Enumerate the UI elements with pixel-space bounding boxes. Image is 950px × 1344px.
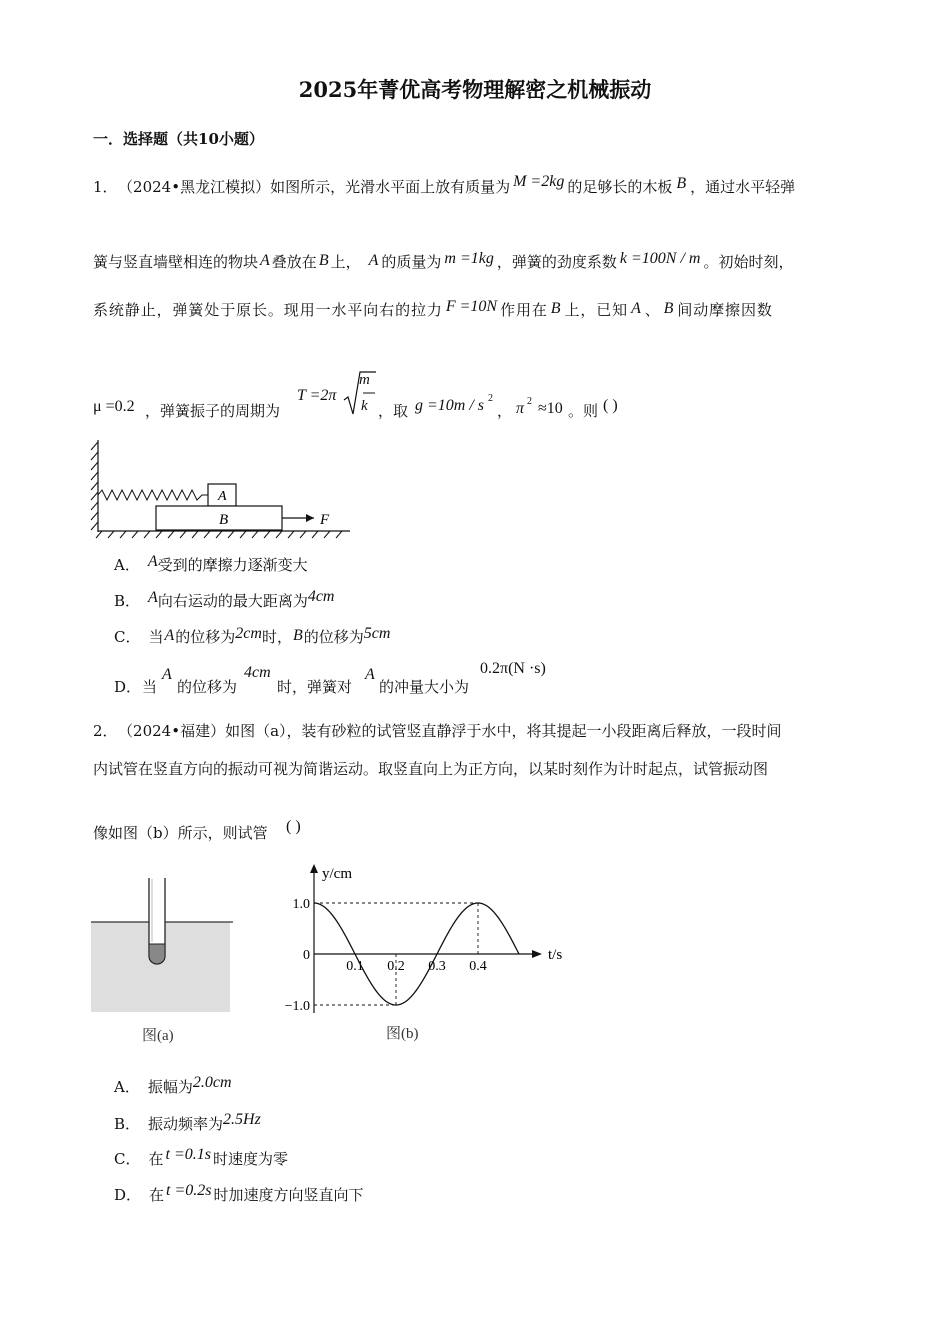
q2-source: （2024•福建） [125, 722, 226, 740]
option-math: A [147, 553, 158, 570]
q1-period-T: T =2π [297, 387, 337, 404]
q1-text: 上，已知 [564, 301, 629, 319]
option-letter: B． [114, 592, 141, 610]
option-text: 时，弹簧对 [277, 678, 353, 696]
x-axis-arrow-icon [532, 950, 542, 958]
arrow-head-icon [306, 514, 314, 522]
option-text: 振幅为 [147, 1078, 193, 1096]
q1-text: ，弹簧振子的周期为 [145, 402, 281, 420]
q2-line-1 [93, 724, 782, 739]
q1-text: 簧与竖直墙壁相连的物块 [93, 253, 259, 271]
q1-symbol-B: B [663, 300, 675, 317]
option-letter: D． [114, 1186, 142, 1204]
label-B: B [219, 512, 229, 528]
sand [149, 944, 165, 964]
q1-mu: μ =0.2 [93, 398, 135, 415]
x-tick-label: 0.4 [469, 959, 487, 974]
option-letter: C． [114, 628, 141, 646]
x-axis-label: t/s [548, 947, 563, 963]
option-math: 5cm [363, 625, 391, 642]
section-heading: 一．选择题（共10小题） [93, 130, 264, 148]
q1-text: 。初始时刻， [703, 253, 794, 271]
option-text: 当 [148, 628, 164, 646]
chart-ticks [285, 897, 487, 1014]
q2-option-a [114, 1074, 232, 1096]
label-F: F [320, 512, 330, 528]
option-text: 当 [142, 678, 158, 696]
q1-option-a [114, 553, 308, 574]
option-letter: D． [114, 678, 142, 696]
q1-text: ， [497, 402, 513, 420]
option-math: A [162, 666, 172, 683]
option-letter: A． [114, 1078, 140, 1096]
x-tick-label: 0.3 [428, 959, 446, 974]
wall-hatch [91, 442, 98, 530]
q2-option-d [114, 1182, 364, 1204]
q1-text: ，取 [378, 402, 409, 420]
q2-number: 2． [93, 722, 118, 740]
q1-text: 。则 [568, 402, 599, 420]
ground-hatch [96, 531, 342, 538]
spring [98, 490, 208, 500]
option-text: 的冲量大小为 [379, 678, 470, 696]
q1-g-sup: 2 [488, 393, 493, 404]
q1-text: 如图所示，光滑水平面上放有质量为 [270, 178, 511, 196]
q1-pi-value: ≈10 [538, 400, 563, 417]
option-text: 的位移为 [303, 628, 364, 646]
x-tick-label: 0.2 [387, 959, 405, 974]
q1-line-3 [93, 298, 773, 319]
q1-pi: π [516, 400, 525, 417]
q1-option-b [114, 588, 335, 610]
option-math: t =0.2s [166, 1182, 212, 1199]
option-text: 受到的摩擦力逐渐变大 [157, 556, 308, 574]
option-math: B [292, 627, 303, 644]
q1-mass-m: m =1kg [444, 250, 494, 267]
label-A: A [218, 489, 227, 504]
option-letter: C． [114, 1150, 141, 1168]
option-math: 2.5Hz [223, 1111, 261, 1128]
q1-force-F: F =10N [445, 298, 498, 315]
q1-symbol-B: B [318, 252, 329, 269]
q1-option-c [114, 625, 391, 646]
q1-symbol-B: B [550, 300, 562, 317]
q1-symbol-A: A [260, 252, 270, 269]
q1-frac-num: m [359, 372, 370, 388]
option-math: 4cm [307, 588, 335, 605]
option-math: A [365, 666, 375, 683]
y-axis-label: y/cm [322, 866, 352, 882]
option-text: 时加速度方向竖直向下 [213, 1186, 364, 1204]
option-math: A [148, 589, 158, 606]
q1-symbol-A: A [368, 252, 379, 269]
q1-text: 的足够长的木板 [567, 178, 673, 196]
q1-spring-k: k =100N / m [619, 250, 701, 267]
q1-text: 间动摩擦因数 [677, 301, 773, 319]
q1-text: 上， [330, 253, 361, 271]
option-math: 4cm [244, 664, 271, 681]
option-text: 的位移为 [175, 628, 236, 646]
option-math: 2.0cm [192, 1074, 232, 1091]
y-tick-label: 1.0 [292, 897, 310, 912]
q2-line-2: 内试管在竖直方向的振动可视为简谐运动。取竖直向上为正方向，以某时刻作为计时起点，试管振动图 [93, 760, 769, 778]
y-axis-arrow-icon [310, 864, 318, 873]
option-letter: A． [114, 556, 140, 574]
q1-text: 的质量为 [381, 253, 442, 271]
q2-option-c [114, 1146, 288, 1168]
figure-a-test-tube [88, 874, 238, 1049]
q2-text: 如图（a），装有砂粒的试管竖直静浮于水中，将其提起一小段距离后释放，一段时间 [225, 722, 782, 740]
q1-line-1 [93, 173, 796, 196]
option-text: 在 [148, 1150, 164, 1168]
q2-answer-blank: ( ) [286, 818, 301, 835]
q1-text: 作用在 [500, 301, 548, 319]
q1-symbol-A: A [631, 300, 642, 317]
y-tick-label: −1.0 [284, 999, 310, 1014]
y-tick-label: 0 [303, 948, 310, 963]
q1-line-2 [93, 250, 794, 271]
q1-text: ，通过水平轻弹 [690, 178, 796, 196]
q1-gravity-g: g =10m / s [415, 397, 485, 414]
caption-a: 图(a) [142, 1028, 174, 1044]
q1-text: 系统静止，弹簧处于原长。现用一水平向右的拉力 [93, 301, 443, 319]
x-tick-label: 0.1 [346, 959, 364, 974]
q1-text: 、 [644, 301, 661, 319]
figure-b-chart [266, 858, 578, 1050]
option-math: 0.2π(N ·s) [480, 660, 546, 677]
q1-text: 叠放在 [271, 253, 317, 271]
q1-symbol-B: B [676, 175, 687, 192]
option-text: 向右运动的最大距离为 [157, 592, 308, 610]
page-title: 2025年菁优高考物理解密之机械振动 [298, 77, 652, 102]
q1-answer-blank: ( ) [603, 397, 618, 414]
q1-mass-M: M =2kg [513, 173, 565, 190]
option-text: 振动频率为 [148, 1115, 224, 1133]
q1-text: ，弹簧的劲度系数 [496, 253, 617, 271]
q1-frac-den: k [361, 398, 368, 414]
option-math: 2cm [235, 625, 262, 642]
option-math: A [164, 627, 175, 644]
option-text: 时， [261, 628, 292, 646]
q2-line-3: 像如图（b）所示，则试管 [93, 824, 268, 842]
q1-source: （2024•黑龙江模拟） [125, 178, 271, 196]
caption-b: 图(b) [386, 1026, 419, 1042]
option-math: t =0.1s [165, 1146, 211, 1163]
option-text: 在 [149, 1186, 165, 1204]
option-letter: B． [114, 1115, 141, 1133]
spring-block-figure [88, 438, 358, 540]
option-text: 的位移为 [177, 678, 238, 696]
q2-option-b [114, 1111, 261, 1133]
option-text: 时速度为零 [212, 1150, 288, 1168]
q1-pi-sup: 2 [527, 396, 532, 407]
q1-number: 1． [93, 178, 118, 196]
